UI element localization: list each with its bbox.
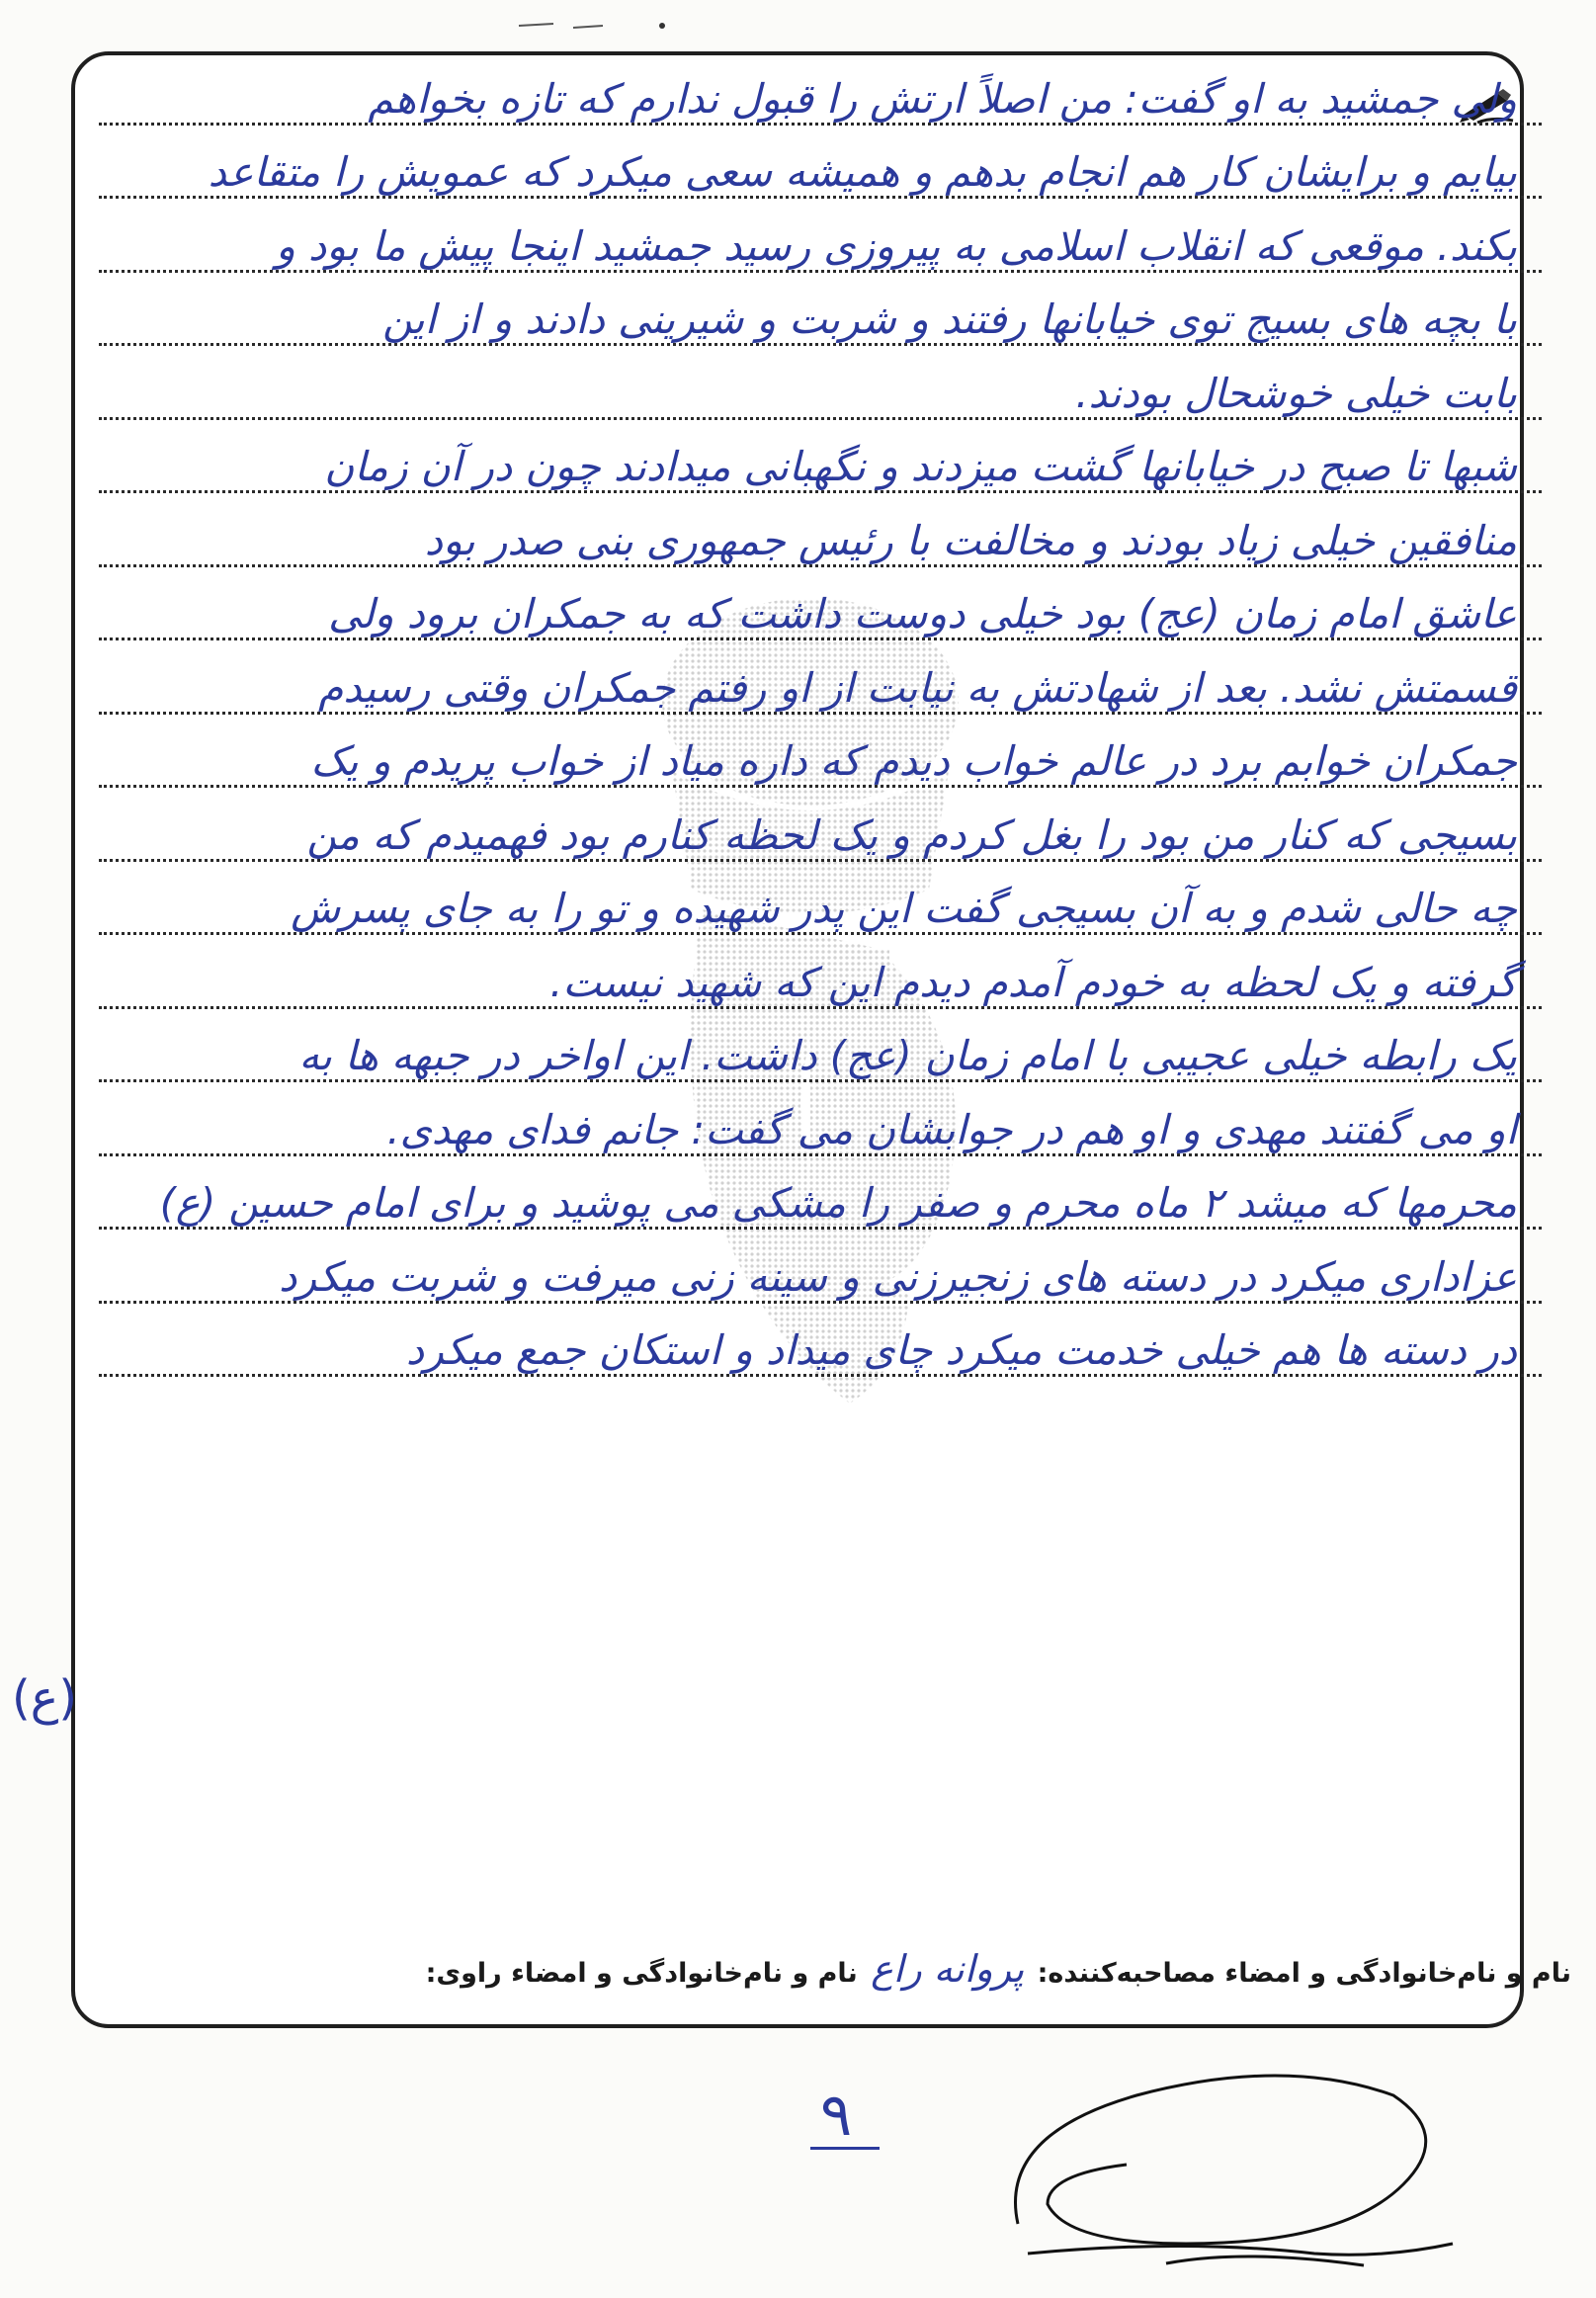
- text-line: [99, 1164, 1542, 1238]
- line-text: محرمها که میشد ۲ ماه محرم و صفر را مشکی می پوشید و برای امام حسین (ع): [159, 1179, 1517, 1227]
- dotted-rule: [99, 1006, 1542, 1009]
- line-text: با بچه های بسیج توی خیابانها رفتند و شربت و شیرینی دادند و از این: [382, 296, 1517, 343]
- margin-note: (ع): [12, 1670, 78, 1726]
- line-text: جمکران خوابم برد در عالم خواب دیدم که داره میاد از خواب پریدم و یک: [310, 737, 1517, 785]
- text-line: [99, 723, 1542, 797]
- dotted-rule: [99, 564, 1542, 567]
- dotted-rule: [99, 932, 1542, 935]
- dotted-rule: [99, 712, 1542, 715]
- line-text: او می گفتند مهدی و او هم در جوابشان می گفت: جانم فدای مهدی.: [386, 1105, 1517, 1153]
- text-line: [99, 428, 1542, 502]
- line-text: بابت خیلی خوشحال بودند.: [1075, 369, 1517, 417]
- handwritten-text-lines: [99, 59, 1542, 1385]
- dotted-rule: [99, 638, 1542, 640]
- text-line: [99, 133, 1542, 208]
- line-text: شبها تا صبح در خیابانها گشت میزدند و نگهبانی میدادند چون در آن زمان: [324, 443, 1517, 490]
- text-line: [99, 648, 1542, 723]
- line-text: منافقین خیلی زیاد بودند و مخالفت با رئیس جمهوری بنی صدر بود: [424, 516, 1517, 564]
- scan-mark: [514, 14, 672, 38]
- interviewer-label: نام و نام‌خانوادگی و امضاء مصاحبه‌کننده:: [1037, 1958, 1571, 1989]
- dotted-rule: [99, 270, 1542, 273]
- handwritten-signature: [988, 2056, 1463, 2273]
- text-line: [99, 1312, 1542, 1386]
- interviewer-name: پروانه راع: [871, 1947, 1025, 1991]
- dotted-rule: [99, 1079, 1542, 1082]
- text-line: [99, 281, 1542, 355]
- dotted-rule: [99, 859, 1542, 862]
- line-text: یک رابطه خیلی عجیبی با امام زمان (عج) داشت. این اواخر در جبهه ها به: [298, 1032, 1517, 1079]
- line-text: قسمتش نشد. بعد از شهادتش به نیابت از او رفتم جمکران وقتی رسیدم: [317, 663, 1517, 712]
- narrator-label: نام و نام‌خانوادگی و امضاء راوی:: [425, 1958, 858, 1989]
- text-line: [99, 1237, 1542, 1312]
- dotted-rule: [99, 1227, 1542, 1230]
- dotted-rule: [99, 417, 1542, 420]
- dotted-rule: [99, 490, 1542, 493]
- line-text: عاشق امام زمان (عج) بود خیلی دوست داشت که به جمکران برود ولی: [328, 590, 1517, 638]
- page-number-underline: [810, 2147, 880, 2150]
- text-line: [99, 796, 1542, 870]
- line-text: بسیجی که کنار من بود را بغل کردم و یک لحظه کنارم بود فهمیدم که من: [306, 810, 1517, 859]
- dotted-rule: [99, 1153, 1542, 1156]
- dotted-rule: [99, 196, 1542, 199]
- dotted-rule: [99, 1374, 1542, 1377]
- line-text: در دسته ها هم خیلی خدمت میکرد چای میداد و استکان جمع میکرد: [405, 1326, 1517, 1374]
- text-line: [99, 59, 1542, 133]
- line-text: بکند. موقعی که انقلاب اسلامی به پیروزی رسید جمشید اینجا پیش ما بود و: [276, 221, 1517, 270]
- line-text: بیایم و برایشان کار هم انجام بدهم و همیشه سعی میکرد که عمویش را متقاعد: [208, 148, 1517, 196]
- text-line: [99, 207, 1542, 281]
- text-line: [99, 575, 1542, 649]
- dotted-rule: [99, 1301, 1542, 1304]
- page-number: ۹: [820, 2081, 853, 2150]
- line-text: عزاداری میکرد در دسته های زنجیرزنی و سینه زنی میرفت و شربت میکرد: [279, 1252, 1517, 1301]
- text-line: [99, 1090, 1542, 1164]
- text-line: [99, 1017, 1542, 1091]
- text-line: [99, 354, 1542, 428]
- line-text: چه حالی شدم و به آن بسیجی گفت این پدر شهیده و تو را به جای پسرش: [291, 885, 1517, 932]
- line-text: ولی جمشید به او گفت: من اصلاً ارتش را قبول ندارم که تازه بخواهم: [368, 74, 1517, 123]
- dotted-rule: [99, 343, 1542, 346]
- dotted-rule: [99, 785, 1542, 788]
- text-line: [99, 870, 1542, 944]
- text-line: [99, 501, 1542, 575]
- form-footer: [326, 1947, 1571, 1991]
- text-line: [99, 943, 1542, 1017]
- dotted-rule: [99, 123, 1542, 126]
- line-text: گرفته و یک لحظه به خودم آمدم دیدم این که شهید نیست.: [549, 958, 1517, 1006]
